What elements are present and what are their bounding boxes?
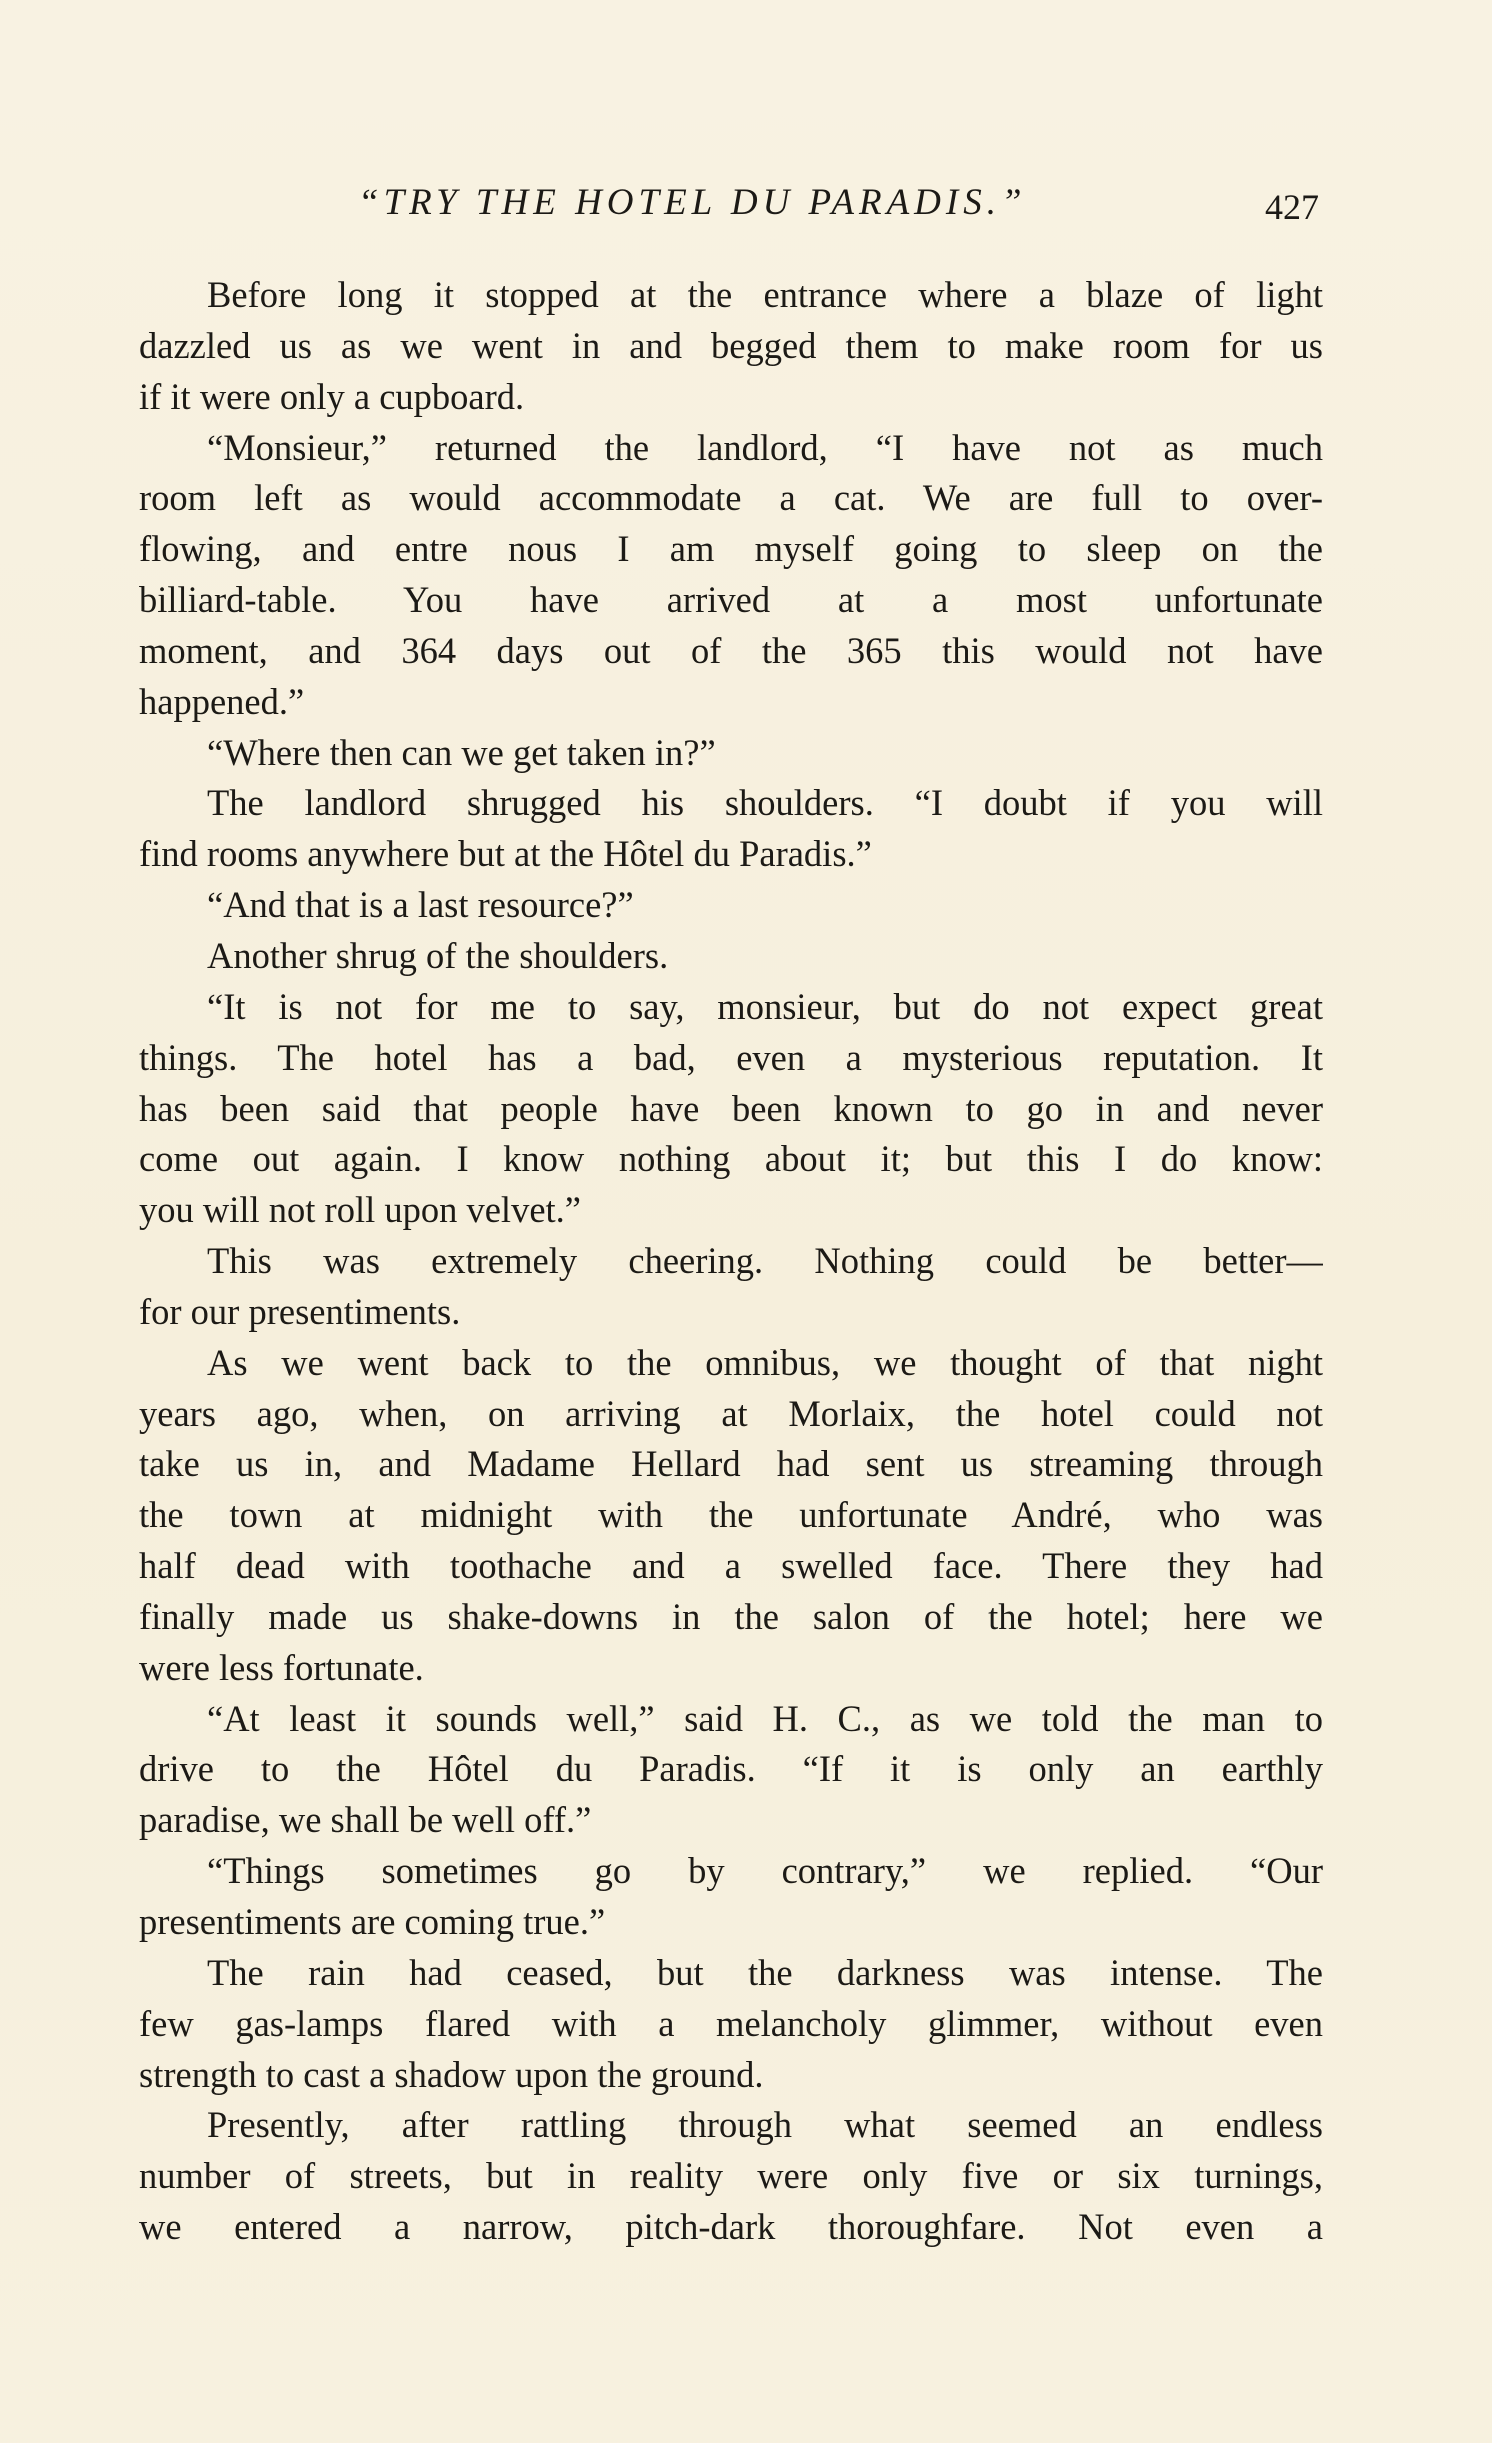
text-line: Before long it stopped at the entrance where a blaze of light [207, 274, 1323, 315]
text-line: paradise, we shall be well off.” [139, 1799, 592, 1841]
text-line: if it were only a cupboard. [139, 375, 525, 417]
text-line: find rooms anywhere but at the Hôtel du Paradis.” [139, 833, 872, 875]
body-text [139, 270, 1323, 2253]
text-line: for our presentiments. [139, 1290, 461, 1332]
text-line: the town at midnight with the unfortunate André, who was [139, 1494, 1323, 1536]
text-line: “Things sometimes go by contrary,” we replied. “Our [207, 1850, 1323, 1892]
text-line: moment, and 364 days out of the 365 this would not have [139, 629, 1323, 671]
running-head [0, 178, 1492, 238]
text-line: things. The hotel has a bad, even a mysterious reputation. It [139, 1036, 1323, 1078]
text-line: flowing, and entre nous I am myself going to sleep on the [139, 528, 1323, 570]
text-line: Another shrug of the shoulders. [207, 934, 669, 976]
text-line: happened.” [139, 680, 305, 722]
text-line: has been said that people have been known to go in and never [139, 1087, 1323, 1129]
text-line: As we went back to the omnibus, we thought of that night [207, 1341, 1323, 1383]
text-line: drive to the Hôtel du Paradis. “If it is only an earthly [139, 1748, 1323, 1790]
text-line: years ago, when, on arriving at Morlaix, the hotel could not [139, 1392, 1323, 1434]
text-line: presentiments are coming true.” [139, 1901, 606, 1942]
text-line: we entered a narrow, pitch-dark thoroughfare. Not even a [139, 2206, 1323, 2248]
text-line: Presently, after rattling through what seemed an endless [207, 2104, 1323, 2146]
text-line: “It is not for me to say, monsieur, but do not expect great [207, 985, 1323, 1027]
text-line: “At least it sounds well,” said H. C., as we told the man to [207, 1697, 1323, 1739]
text-line: number of streets, but in reality were only five or six turnings, [139, 2155, 1323, 2197]
text-line: come out again. I know nothing about it; but this I do know: [139, 1138, 1323, 1180]
text-line: “Where then can we get taken in?” [207, 731, 716, 773]
text-line: strength to cast a shadow upon the ground. [139, 2053, 764, 2095]
text-line: you will not roll upon velvet.” [139, 1189, 581, 1231]
text-line: dazzled us as we went in and begged them to make room for us [139, 324, 1323, 366]
text-line: few gas-lamps flared with a melancholy glimmer, without even [139, 2002, 1323, 2044]
running-head-title: “TRY THE HOTEL DU PARADIS.” [358, 182, 1027, 223]
text-line: were less fortunate. [139, 1646, 424, 1688]
text-line: “And that is a last resource?” [207, 884, 634, 926]
text-line: room left as would accommodate a cat. We are full to over- [139, 477, 1323, 519]
text-line: half dead with toothache and a swelled face. There they had [139, 1545, 1323, 1587]
text-line: The rain had ceased, but the darkness was intense. The [207, 1951, 1323, 1993]
text-line: take us in, and Madame Hellard had sent us streaming through [139, 1443, 1323, 1485]
text-line: This was extremely cheering. Nothing could be better— [207, 1240, 1323, 1282]
page-number: 427 [1265, 187, 1319, 227]
text-line: The landlord shrugged his shoulders. “I doubt if you will [207, 782, 1323, 824]
text-line: finally made us shake-downs in the salon of the hotel; here we [139, 1595, 1323, 1637]
text-line: billiard-table. You have arrived at a most unfortunate [139, 579, 1323, 621]
text-line: “Monsieur,” returned the landlord, “I have not as much [207, 426, 1323, 468]
